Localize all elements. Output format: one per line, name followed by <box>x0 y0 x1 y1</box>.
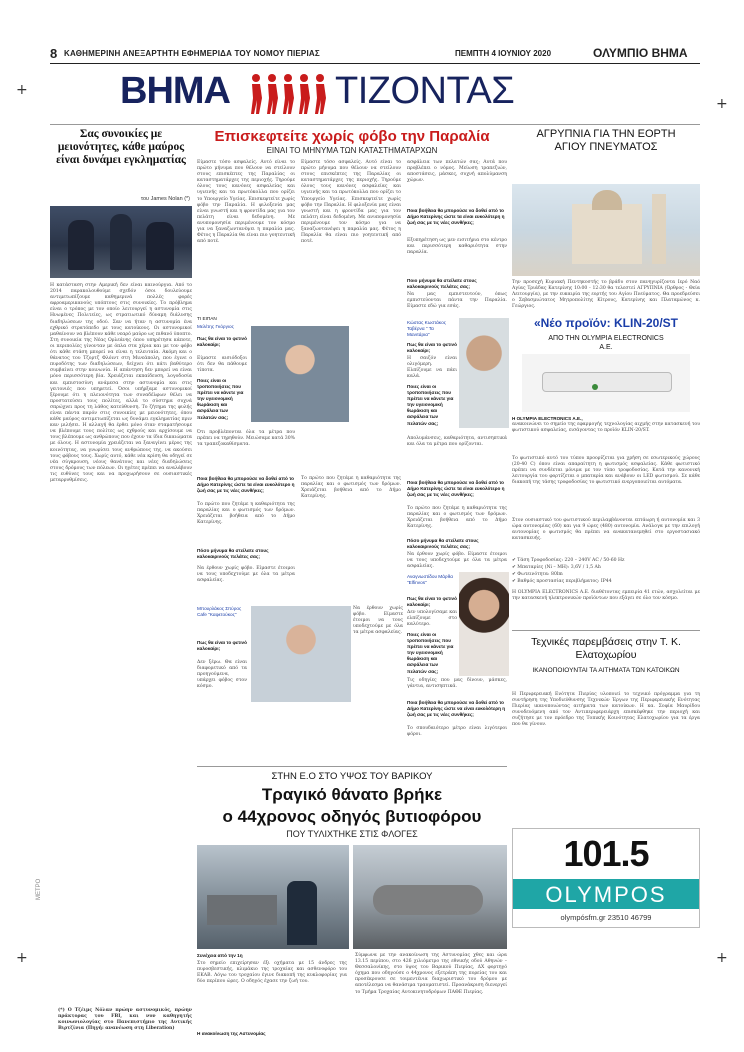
col3-answer4: Να έρθουν χωρίς φόβο. Είμαστε έτοιμοι να τους υποδεχτούμε με όλα τα μέτρα ασφαλείας. <box>407 552 509 570</box>
person4-a2: Τις οδηγίες που μας δίνουν, μάσκες, γάντια, αντισηπτικά. <box>407 678 509 690</box>
spec-item: ✔ Βαθμός προστασίας περιβλήματος: IP44 <box>512 579 612 584</box>
date: ΠΕΜΠΤΗ 4 ΙΟΥΝΙΟΥ 2020 <box>455 49 552 58</box>
elatochori-subtitle: ΙΚΑΝΟΠΟΙΟΥΝΤΑΙ ΤΑ ΑΙΤΗΜΑΤΑ ΤΩΝ ΚΑΤΟΙΚΩΝ <box>532 667 680 674</box>
ad-band <box>513 879 699 909</box>
police-photo <box>50 206 192 278</box>
ad-contact <box>513 913 699 922</box>
page-number: 8 <box>50 46 58 61</box>
product-body4: Η OLYMPIA ELECTRONICS Α.Ε. διαθέτοντας εμπειρία 41 ετών, ασχολείται με την κατασκευή ηλεκτρονικών προϊόντων που εξάγει σε όλο τον κόσμο. <box>512 590 702 602</box>
ad-phone: 23510 46799 <box>607 913 652 922</box>
center-article-title: Επισκεφτείτε χωρίς φόβο την Παραλία <box>214 128 490 145</box>
left-article-title: Σας συνοικίες με μειονότητες, κάθε μαύρος είναι δυνάμει εγκληματίας <box>56 128 186 166</box>
product-title: «Νέο προϊόν: KLIN-20/ST <box>533 316 679 330</box>
product-body1: ανακοινώνει το σημείο της εφαρμογής τεχνολογίας αιχμής στην κατασκευή του φωτιστικού ασφαλείας, εισάγοντας το προϊόν KLIN-20/ST. <box>512 422 702 434</box>
church-photo <box>512 184 700 276</box>
accident-photo-left <box>197 845 349 949</box>
registration-mark: + <box>16 950 28 966</box>
section-logo <box>120 68 620 120</box>
side-label: ΜΕΤΡΟ <box>36 878 42 900</box>
person1-q1: Πως θα είναι το φετινό καλοκαίρι; <box>197 336 247 348</box>
person1-a1: Είμαστε αισιόδοξοι ότι δεν θα πάθουμε τίποτα. <box>197 356 249 374</box>
person1-a2: Ότι προβλέπονται όλα τα μέτρα που πρέπει να τηρηθούν. Μειώσαμε κατά 30% τα τραπεζοκαθίσματα. <box>197 430 297 448</box>
person3-q2: Ποιες είναι οι τροποποιήσεις που πρέπει να κάνετε για την υγειονομική θωράκιση και ασφάλεια των πελατών σας; <box>407 384 454 426</box>
col2-text-c: Να έρθουν χωρίς φόβο. Είμαστε έτοιμοι να τους υποδεχτούμε με όλα τα μέτρα ασφαλείας. <box>353 606 405 636</box>
marching-figures-icon <box>248 72 330 116</box>
product-body1-lead: Η OLYMPIA ELECTRONICS Α.Ε., <box>512 416 583 421</box>
tagline: ΚΑΘΗΜΕΡΙΝΗ ΑΝΕΞΑΡΤΗΤΗ ΕΦΗΜΕΡΙΔΑ ΤΟΥ ΝΟΜΟΥ ΠΙΕΡΙΑΣ <box>64 49 320 58</box>
agrypnia-body: Την προσεχή Κυριακή Πεντηκοστής το βράδυ στον πανηγυρίζοντα Ιερό Ναό Αγίας Τριάδας Κατερίνης 10:00 - 12:30 θα τελεστεί ΑΓΡΥΠΝΙΑ (Όρθρος - Θεία Λειτουργία), με την ευκαιρία της εορτής του Αγίου Πνεύματος. Θα προεδρεύσει ο Σεβασμιώτατος Μητροπολίτης Κίτρους, Κατερίνης και Πλαταμώνος κ. Γεώργιος. <box>512 280 702 310</box>
col3-text: ασφάλεια των πελατών σας; Αυτά που προβλέπει ο νόμος. Μείωση τραπεζιών, αποστάσεις, μάσκες, συχνή απολύμανση χώρων. <box>407 160 509 184</box>
elatochori-title: Τεχνικές παρεμβάσεις στην Τ. Κ. Ελατοχωρίου <box>531 636 681 661</box>
col2-text-b: Το πρώτο που ζητάμε η καθαριότητα της παραλίας και ο φωτισμός των δρόμων. Χρειάζεται βοήθεια από το Δήμο Κατερίνης. <box>301 476 403 500</box>
registration-mark: + <box>716 96 728 112</box>
bottom-col2: Σύμφωνα με την ανακοίνωση της Αστυνομίας χθες και ώρα 13.15 περίπου, στο 426 χιλιόμετρο της εθνικής οδού Αθηνών – Θεσσαλονίκης, στο ύψος του Βαρικού Πιερίας, ΔΧ φορτηγό όχημα που οδηγούσε ο 44χρονος εξετράπη της πορείας του και προσέκρουσε σε τοιμεντένια διαχωριστικό του δρόμου με αποτέλεσμα να θανάσιμα τραυματιστεί. Προανάκριση διενεργεί το Τμήμα Τροχαίας Αυτοκινητοδρόμων ΠΑΘΕ Πιερίας. <box>355 953 509 995</box>
left-article <box>50 128 192 1048</box>
person4-a1: Δεν υπολογίσαμε και ελπίζουμε στο καλύτερο. <box>407 610 459 628</box>
product-body2: Το φωτιστικό αυτό του τύπου προορίζεται για χρήση σε εσωτερικούς χώρους (20-40 C) όπου είναι απαραίτητη η φωτισμός ασφαλείας. Κάθε φωτιστικό πρέπει να συνδέεται μόνιμα με τον τύπο τροφοδοσίας. Κατά την κανονική λειτουργία του φορτίζεται ο μπαταρία και ανάβουν οι LED φωτισμού. Σε κάθε διακοπή της τάσης τροφοδοσίας το φωτιστικό ενεργοποιείται αυτόματα. <box>512 456 702 486</box>
person1-name: Μελέτης Γκόργιος <box>197 324 234 329</box>
person2-a1: Δεν ξέρω. Θα είναι διαφορετικό από τα προηγούμενα, υπάρχει φόβος στον κόσμο. <box>197 660 249 690</box>
ad-url: olympósfm.gr <box>560 913 606 922</box>
spec-item: ✔ Φωτεινότητα: 80lm <box>512 572 563 577</box>
person4-q2: Ποιες είναι οι τροποποιήσεις που πρέπει να κάνετε για την υγειονομική θωράκιση και ασφάλεια των πελατών σας; <box>407 632 454 674</box>
center-intro: Είμαστε τόσο ασφαλείς. Αυτό είναι το πρώτο μήνυμα που θέλουν να στείλουν στους επισκέπτες της Παραλίας οι καταστηματάρχες της περιοχής. Τηρούμε όλους τους κανόνες ασφαλείας και υγιεινής και τα πρωτόκολλα που ορίζει το Υπουργείο Υγείας. Επισκεφτείτε χωρίς φόβο την Παραλία. Η φιλοξενία μας είναι γνωστή και η φροντίδα μας για τον πελάτη είναι δεδομένη. Με ανυπομονησία περιμένουμε τον κόσμο για να ξαναζωντανέψει η παραλία μας. Φέτος η Παραλία θα είναι πιο γοητευτική από ποτέ. <box>197 160 297 245</box>
registration-mark: + <box>716 950 728 966</box>
product-body3: Στον ουσιαστικό του φωτιστικού περιλαμβάνονται επτάωρη ή αυτονομία και 3 ώρα αυτονομίας (60) και για 9 ώρες (480) αυτονομία. Ανάλογα με την επιλογή αυτονομίας ο φωτισμός θα πρέπει να ανακατανεμηθεί στο εργοστασιακό κατασκευής. <box>512 518 702 542</box>
header-strip <box>50 44 700 64</box>
person3-q1: Πως θα είναι το φετινό καλοκαίρι; <box>407 342 457 354</box>
product-photo <box>522 354 690 412</box>
product-specs <box>512 558 700 586</box>
col2-text: Είμαστε τόσο ασφαλείς. Αυτό είναι το πρώτο μήνυμα που θέλουν να στείλουν στους επισκέπτες της Παραλίας οι καταστηματάρχες της περιοχής. Τηρούμε όλους τους κανόνες ασφαλείας και υγιεινής και τα πρωτόκολλα που ορίζει το Υπουργείο Υγείας. Επισκεφτείτε χωρίς φόβο την Παραλία. Η φιλοξενία μας είναι γνωστή και η φροντίδα μας για τον πελάτη είναι δεδομένη. Με ανυπομονησία περιμένουμε τον κόσμο για να ξαναζωντανέψει η παραλία μας. Φέτος η Παραλία θα είναι πιο γοητευτική από ποτέ. <box>301 160 403 245</box>
elatochori-body: Η Περιφερειακή Ενότητα Πιερίας υλοποιεί το τεχνικό πρόγραμμα για τη συντήρηση της Υποδιεύθυνσης Τεχνικών Έργων της Περιφερειακής Ενότητας Πιερίας ικανοποιώντας αιτήματα των κατοίκων. Η κα. Σοφία Μαυρίδου συνοδευόμενη από τον Αντιπεριφερειάρχη επισκέφθηκε την περιοχή και συζήτησε με τον πρόεδρο της Τοπικής Κοινότητας Ελατοχωρίου για τα έργα που θα γίνουν. <box>512 692 702 728</box>
municipality-answer: Το πρώτο που ζητάμε η καθαριότητα της παραλίας και ο φωτισμός των δρόμων. Χρειάζεται βοήθεια από το Δήμο Κατερίνης. <box>197 502 297 526</box>
safety-answer: Να έρθουν χωρίς φόβο. Είμαστε έτοιμοι να τους υποδεχτούμε με όλα τα μέτρα ασφαλείας. <box>197 566 297 584</box>
center-article-subtitle: ΕΙΝΑΙ ΤΟ ΜΗΝΥΜΑ ΤΩΝ ΚΑΤΑΣΤΗΜΑΤΑΡΧΩΝ <box>266 146 438 155</box>
section-label: ΤΙ ΕΙΠΑΝ <box>197 316 217 321</box>
person4-a3: Το σπουδαιότερο μέτρο είναι λιγότεροι φόροι. <box>407 726 509 738</box>
left-article-byline: του James Nolan (*) <box>140 196 190 202</box>
left-article-footnote: (*) Ο Τζέιμς Νόλαν πρώην αστυνομικός, πρώην πράκτορας του FBI, και νυν καθηγητής κοινωνιολογίας στο Πανεπιστήμιο της Δυτικής Βιρτζίνια (Πηγή: ανανέωση στη Liberation) <box>58 1008 194 1032</box>
ad-frequency: 101.5 <box>563 833 649 874</box>
right-rule <box>512 630 700 631</box>
person3-name: Κώστας Κωστάκος Ταβέρνα " Τα Μανιτάρια" <box>407 320 446 338</box>
col3-answer1: Εξυπηρέτηση ως μεν εισιτήρια στο κέντρο και περισσότερη καθαριότητα στην παραλία. <box>407 238 509 256</box>
center-article <box>197 128 507 762</box>
col3-question3: Ποια βοήθεια θα μπορούσε να δοθεί από το Δήμο Κατερίνης ώστε τα είναι ευκολότερο η ζωή σας με τις νέες συνθήκες; <box>407 480 505 498</box>
bottom-col1-end: Η ανακοίνωση της Αστυνομίας <box>197 1031 266 1036</box>
bottom-title-line2: ο 44χρονος οδηγός βυτιοφόρου <box>222 807 482 826</box>
registration-mark: + <box>16 82 28 98</box>
bottom-col1-lead: Συνέχεια από την 1η <box>197 953 243 958</box>
left-article-body: Η κατάσταση στην Αμερική δεν είναι καινούργια. Από το 2014 παρακολουθούμε σχεδόν όσοι δουλεύουμε αντιμετωπίζουμε καθημερινά πολλές φορές αφροαμερικανούς υπόπτους στις συνοικίες. Το πρόβλημα είναι ο τρόπος με τον οποίο λειτουργεί η αστυνομία στις Ηνωμένες Πολιτείες, ως στρατιωτικό δύναμη διάλυσης διαδηλώσεων της οδού. Σαν να ήταν η αστυνομία ένα εχθρικό στρατόπεδο με τους κατοίκους. Οι αστυνομικοί μαθαίνουν να βλέπουν κάθε νεαρό μαύρο ως πιθανό ύποπτο. Στη συνοικία της Νέας Ορλεάνης όπου υπηρέτησα κάποτε, οι περιπολίες γίνονταν με όπλα στα χέρια και με τον φόβο ότι κάθε στάση μπορεί να είναι η τελευταία. Ακόμη και ο θάνατος του Τζορτζ Φλόιντ στη Μινεάπολη, που έγινε ο πυροδότης των διαδηλώσεων, δείχνει ότι κάτι βαθύτερο συμβαίνει στην κοινωνία. Η απάντηση δεν μπορεί να είναι μόνο περισσότερη βία. Χρειάζεται εκπαίδευση, λογοδοσία και εμπιστοσύνη ανάμεσα στην αστυνομία και στις γειτονιές που υπηρετεί. Όσοι υπήρξαμε αστυνομικοί ξέρουμε ότι η πλειονότητα των συναδέλφων θέλει να προστατεύσει τους πολίτες, αλλά το σύστημα συχνά σπρώχνει προς τη λάθος κατεύθυνση. Το ζήτημα της φυλής είναι πάντα παρόν στις συνοικίες με μειονότητες, όπου κάθε μαύρος αντιμετωπίζεται ως δυνάμει εγκληματίας πριν καν μιλήσει. Η αλλαγή θα έρθει μόνο όταν σταματήσουμε να βλέπουμε τους πολίτες ως εχθρούς και αρχίσουμε να τους βλέπουμε ως ανθρώπους που έχουν τα ίδια δικαιώματα με όλους. Η αστυνομία χρειάζεται να ξαναγίνει μέρος της κοινότητας, να γνωρίσει τους ανθρώπους της, να ακούσει τους φόβους τους. Χωρίς αυτό, κάθε νέα κρίση θα οδηγεί σε νέα σύγκρουση, νέους θανάτους και νέες διαδηλώσεις στους δρόμους των πόλεων. Οι ηγέτες πρέπει να αναλάβουν τις ευθύνες τους και να προχωρήσουν σε ουσιαστικές μεταρρυθμίσεις. <box>50 283 194 483</box>
right-column <box>512 128 700 1048</box>
person3-a2: Απολυμάνσεις, καθαριότητα, αντισηπτικά και όλα τα μέτρα που ορίζονται. <box>407 436 509 448</box>
logo-rule <box>50 124 700 125</box>
person4-q1: Πως θα είναι το φετινό καλοκαίρι; <box>407 596 457 608</box>
person3-photo <box>459 318 509 428</box>
bottom-title-line1: Τραγικό θάνατο βρήκε <box>261 785 443 804</box>
person4-q3: Ποια βοήθεια θα μπορούσε να δοθεί από το Δήμο Κατερίνης ώστε να είναι ευκολότερη η ζωή σας με τις νέες συνθήκες; <box>407 700 506 718</box>
paper-name: ΟΛΥΜΠΙΟ ΒΗΜΑ <box>593 46 688 60</box>
ad-name: OLYMPOS <box>545 882 667 907</box>
col3-question1: Ποια βοήθεια θα μπορούσε να δοθεί από το Δήμο Κατερίνης ώστε τα είναι ευκολότερη η ζωή σας με τις νέες συνθήκες; <box>407 208 505 226</box>
person4-name: Αναγνωστίδου Μάρθα "Elfinvos" <box>407 574 453 586</box>
agrypnia-title: ΑΓΡΥΠΝΙΑ ΓΙΑ ΤΗΝ ΕΟΡΤΗ ΑΓΙΟΥ ΠΝΕΥΜΑΤΟΣ <box>536 128 676 153</box>
person2-photo <box>251 606 351 702</box>
municipality-question: Ποια βοήθεια θα μπορούσε να δοθεί από το Δήμο Κατερίνης ώστε τα είναι ευκολότερο η ζωή σας με τις νέες συνθήκες; <box>197 476 295 494</box>
bottom-subtitle: ΠΟΥ ΤΥΛΙΧΤΗΚΕ ΣΤΙΣ ΦΛΟΓΕΣ <box>286 829 418 839</box>
person2-name: Μπουρλάκος Σπύρος Cafe "Καφετούκος" <box>197 606 242 618</box>
bottom-col1: Στο σημείο επιχείρησαν έξι οχήματα με 15 άνδρες της πυροσβεστικής, κλιμάκιο της τροχαίας και ασθενοφόρο του ΕΚΑΒ. Λόγω του τροχαίου έγινε διακοπή της κυκλοφορίας για δύο περίπου ώρες. Ο οδηγός έχασε την ζωή του. <box>197 961 349 985</box>
bottom-article <box>197 766 507 1046</box>
person2-q1: Πως θα είναι το φετινό καλοκαίρι; <box>197 640 247 652</box>
person1-q2: Ποιες είναι οι τροποποιήσεις που πρέπει να κάνετε για την υγειονομική θωράκιση και ασφάλεια των πελατών σας; <box>197 378 244 420</box>
safety-question: Πόσο μήνυμα θα στείλατε στους καλοκαιρινούς πελάτες σας; <box>197 548 269 560</box>
logo-left: ΒΗΜΑ <box>120 70 230 112</box>
bottom-kicker: ΣΤΗΝ Ε.Ο ΣΤΟ ΥΨΟΣ ΤΟΥ ΒΑΡΙΚΟΥ <box>271 771 433 782</box>
col3-question2: Ποιο μήνυμα θα στείλατε στους καλοκαιρινούς πελάτες σας; <box>407 278 477 290</box>
col3-answer3: Το πρώτο που ζητάμε η καθαριότητα της παραλίας και ο φωτισμός των δρόμων. Χρειάζεται βοήθεια από το Δήμο Κατερίνης. <box>407 506 509 530</box>
spec-item: ✔ Τάση Τροφοδοσίας: 220 – 240V AC / 50-60 Hz <box>512 558 625 563</box>
accident-photo-right <box>353 845 507 949</box>
col3-answer2: Να μας εμπιστευτούν, όπως εμπιστεύονται πάντα την Παραλία. Είμαστε εδώ για εσάς. <box>407 292 509 310</box>
logo-right: ΤΙΖΟΝΤΑΣ <box>335 70 515 112</box>
person3-a1: Η σαιζόν είναι ολιγόμερη. Ελπίζουμε να πάει καλά. <box>407 356 459 380</box>
product-subtitle: ΑΠΟ ΤΗΝ OLYMPIA ELECTRONICS A.E. <box>548 335 664 351</box>
person4-photo <box>459 572 509 676</box>
col3-question4: Πόσο μήνυμα θα στείλατε στους καλοκαιρινούς πελάτες σας; <box>407 538 479 550</box>
radio-ad <box>512 828 700 928</box>
spec-item: ✔ Μπαταρίες (Ni – ΜΗ): 3,6V / 1,5 Ah <box>512 565 601 570</box>
